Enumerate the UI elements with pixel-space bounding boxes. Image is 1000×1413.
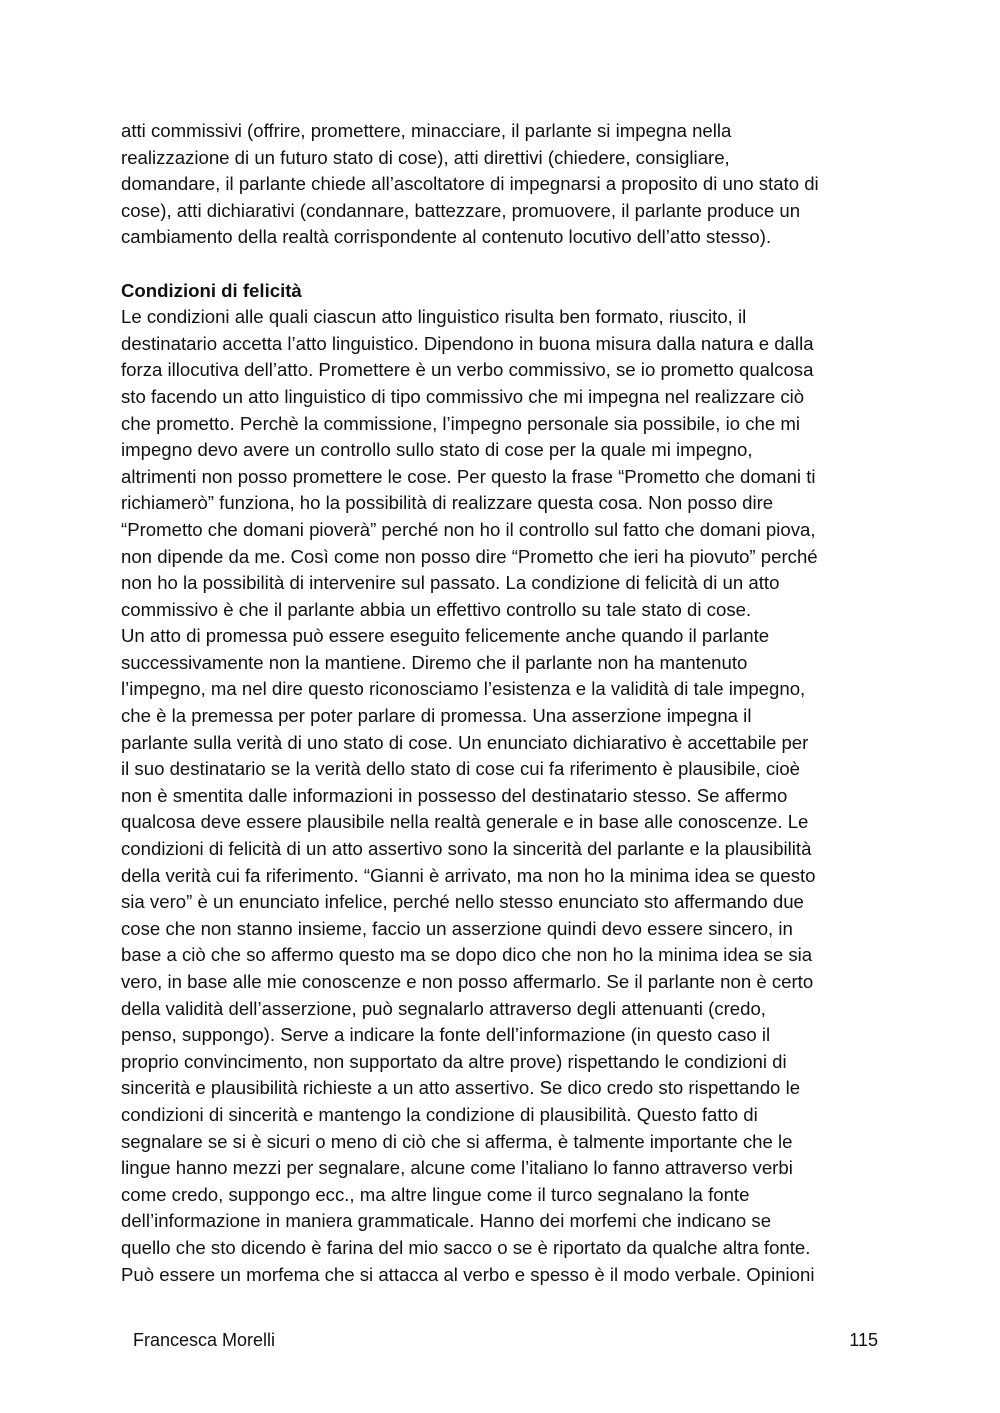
text-line: successivamente non la mantiene. Diremo che il parlante non ha mantenuto: [121, 651, 748, 673]
text-line: parlante sulla verità di uno stato di cose. Un enunciato dichiarativo è accettabile per: [121, 731, 809, 753]
text-line: il suo destinatario se la verità dello stato di cose cui fa riferimento è plausibile, cioè: [121, 758, 801, 780]
text-line: penso, suppongo). Serve a indicare la fonte dell’informazione (in questo caso il: [121, 1024, 771, 1046]
text-line: che prometto. Perchè la commissione, l’impegno personale sia possibile, io che mi: [121, 412, 800, 434]
text-line: forza illocutiva dell’atto. Promettere è un verbo commissivo, se io prometto qualcosa: [121, 359, 814, 381]
footer-author: Francesca Morelli: [133, 1330, 276, 1350]
text-line: lingue hanno mezzi per segnalare, alcune come l’italiano lo fanno attraverso verbi: [121, 1157, 793, 1179]
text-line: come credo, suppongo ecc., ma altre lingue come il turco segnalano la fonte: [121, 1183, 750, 1205]
text-line: destinatario accetta l’atto linguistico. Dipendono in buona misura dalla natura e dalla: [121, 332, 814, 354]
text-line: condizioni di felicità di un atto assertivo sono la sincerità del parlante e la plausibilità: [121, 838, 812, 860]
text-line: vero, in base alle mie conoscenze e non posso affermarlo. Se il parlante non è certo: [121, 971, 814, 992]
paragraph: [121, 304, 891, 623]
text-line: cose), atti dichiarativi (condannare, battezzare, promuovere, il parlante produce un: [121, 199, 801, 221]
text-line: sia vero” è un enunciato infelice, perché nello stesso enunciato sto affermando due: [121, 891, 804, 913]
text-line: dell’informazione in maniera grammaticale. Hanno dei morfemi che indicano se: [121, 1210, 772, 1232]
text-line: Le condizioni alle quali ciascun atto linguistico risulta ben formato, riuscito, il: [121, 306, 747, 328]
paragraph-gap: [121, 251, 891, 278]
text-line: l’impegno, ma nel dire questo riconosciamo l’esistenza e la validità di tale impegno,: [121, 678, 806, 700]
text-line: sto facendo un atto linguistico di tipo commissivo che mi impegna nel realizzare ciò: [121, 385, 805, 407]
text-line: impegno devo avere un controllo sullo stato di cose per la quale mi impegno,: [121, 439, 753, 461]
text-line: della verità cui fa riferimento. “Gianni è arrivato, ma non ho la minima idea se questo: [121, 864, 816, 886]
text-line: della validità dell’asserzione, può segnalarlo attraverso degli attenuanti (credo,: [121, 997, 766, 1019]
paragraph: [121, 118, 891, 251]
text-line: qualcosa deve essere plausibile nella realtà generale e in base alle conoscenze. Le: [121, 811, 809, 833]
text-line: quello che sto dicendo è farina del mio sacco o se è riportato da qualche altra fonte.: [121, 1236, 811, 1258]
text-line: non è smentita dalle informazioni in possesso del destinatario stesso. Se affermo: [121, 784, 788, 806]
text-line: non dipende da me. Così come non posso dire “Prometto che ieri ha piovuto” perché: [121, 545, 818, 567]
text-line: altrimenti non posso promettere le cose. Per questo la frase “Prometto che domani ti: [121, 465, 816, 487]
text-line: domandare, il parlante chiede all’ascoltatore di impegnarsi a proposito di uno stato di: [121, 173, 819, 195]
text-line: Può essere un morfema che si attacca al verbo e spesso è il modo verbale. Opinioni: [121, 1263, 815, 1285]
text-line: commissivo è che il parlante abbia un effettivo controllo su tale stato di cose.: [121, 598, 752, 620]
text-line: Un atto di promessa può essere eseguito felicemente anche quando il parlante: [121, 625, 770, 647]
text-line: che è la premessa per poter parlare di promessa. Una asserzione impegna il: [121, 705, 752, 727]
page-body: [121, 118, 891, 1288]
paragraph: [121, 623, 891, 1288]
text-line: cose che non stanno insieme, faccio un asserzione quindi devo essere sincero, in: [121, 917, 793, 939]
text-line: segnalare se si è sicuri o meno di ciò che si afferma, è talmente importante che le: [121, 1130, 793, 1152]
text-line: realizzazione di un futuro stato di cose), atti direttivi (chiedere, consigliare,: [121, 146, 730, 168]
text-line: proprio convincimento, non supportato da altre prove) rispettando le condizioni di: [121, 1050, 787, 1072]
text-line: condizioni di sincerità e mantengo la condizione di plausibilità. Questo fatto di: [121, 1103, 758, 1125]
text-line: atti commissivi (offrire, promettere, minacciare, il parlante si impegna nella: [121, 120, 732, 141]
text-line: cambiamento della realtà corrispondente al contenuto locutivo dell’atto stesso).: [121, 226, 772, 248]
text-line: non ho la possibilità di intervenire sul passato. La condizione di felicità di un atto: [121, 572, 780, 594]
page-number: 115: [849, 1330, 878, 1350]
text-line: “Prometto che domani pioverà” perché non ho il controllo sul fatto che domani piova,: [121, 518, 816, 540]
section-heading: Condizioni di felicità: [121, 279, 302, 301]
text-line: richiamerò” funziona, ho la possibilità di realizzare questa cosa. Non posso dire: [121, 492, 774, 514]
text-line: base a ciò che so affermo questo ma se dopo dico che non ho la minima idea se sia: [121, 944, 813, 966]
text-line: sincerità e plausibilità richieste a un atto assertivo. Se dico credo sto rispettando le: [121, 1077, 801, 1099]
